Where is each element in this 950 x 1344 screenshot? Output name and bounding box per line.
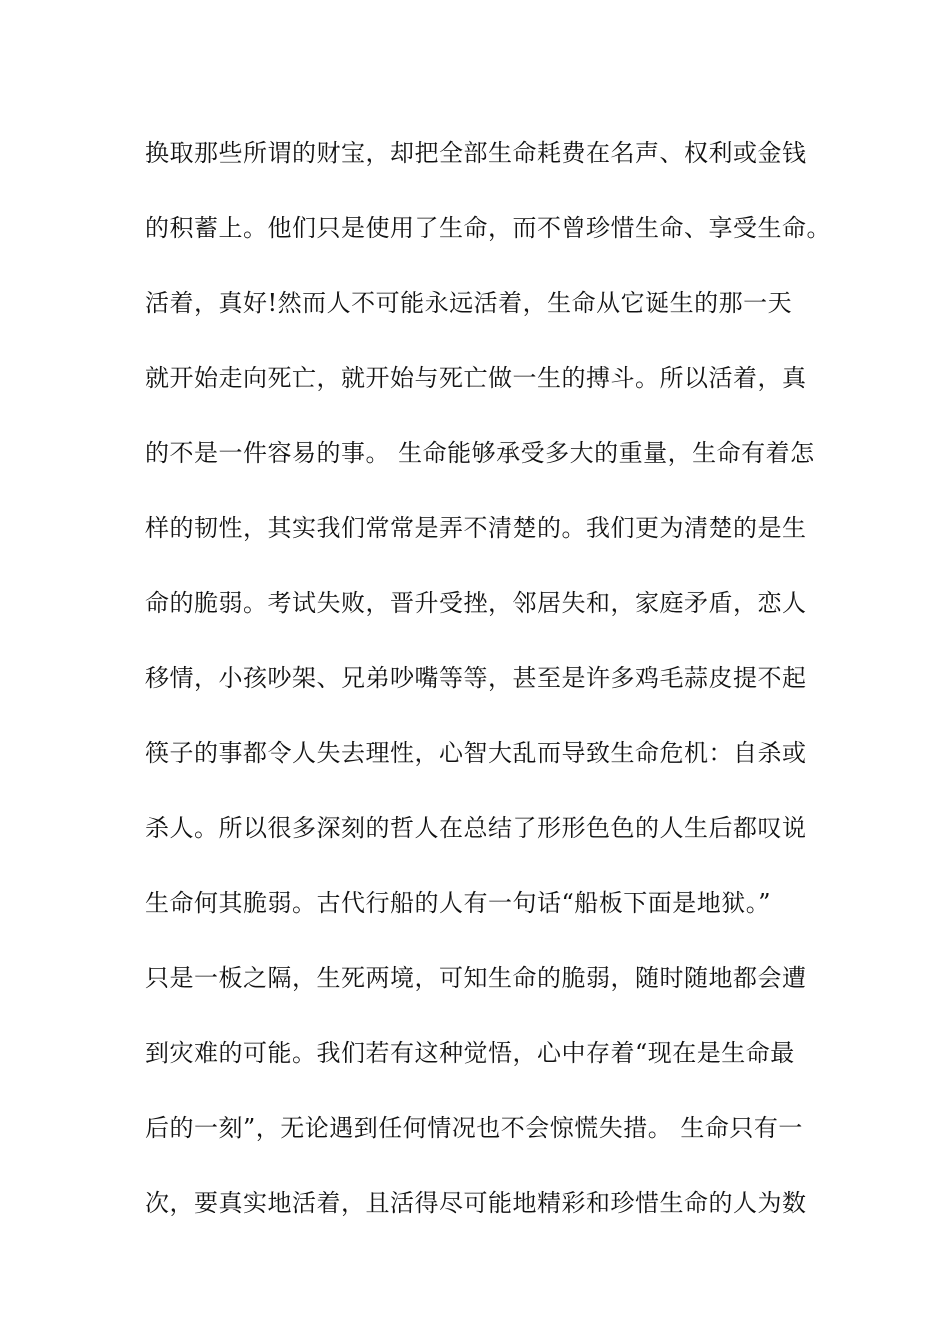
text-line: 的积蓄上。他们只是使用了生命，而不曾珍惜生命、享受生命。 xyxy=(145,214,831,242)
text-line: 移情，小孩吵架、兄弟吵嘴等等，甚至是许多鸡毛蒜皮提不起 xyxy=(145,664,807,692)
text-line: 到灾难的可能。我们若有这种觉悟，心中存着“现在是生命最 xyxy=(145,1039,795,1067)
text-line: 只是一板之隔，生死两境，可知生命的脆弱，随时随地都会遭 xyxy=(145,964,807,992)
text-line: 后的一刻”，无论遇到任何情况也不会惊慌失措。 生命只有一 xyxy=(145,1114,803,1142)
text-line: 的不是一件容易的事。 生命能够承受多大的重量，生命有着怎 xyxy=(145,439,815,467)
text-line: 换取那些所谓的财宝，却把全部生命耗费在名声、权利或金钱 xyxy=(145,139,807,167)
text-line: 杀人。所以很多深刻的哲人在总结了形形色色的人生后都叹说 xyxy=(145,814,807,842)
text-line: 活着，真好!然而人不可能永远活着，生命从它诞生的那一天 xyxy=(145,289,793,317)
text-line: 就开始走向死亡，就开始与死亡做一生的搏斗。所以活着，真 xyxy=(145,364,807,392)
body-text xyxy=(145,131,831,1256)
text-line: 生命何其脆弱。古代行船的人有一句话“船板下面是地狱。” xyxy=(145,889,772,917)
text-line: 样的韧性，其实我们常常是弄不清楚的。我们更为清楚的是生 xyxy=(145,514,807,542)
text-line: 命的脆弱。考试失败，晋升受挫，邻居失和，家庭矛盾，恋人 xyxy=(145,589,807,617)
text-line: 次，要真实地活着，且活得尽可能地精彩和珍惜生命的人为数 xyxy=(145,1189,807,1217)
text-line: 筷子的事都令人失去理性，心智大乱而导致生命危机：自杀或 xyxy=(145,739,807,767)
